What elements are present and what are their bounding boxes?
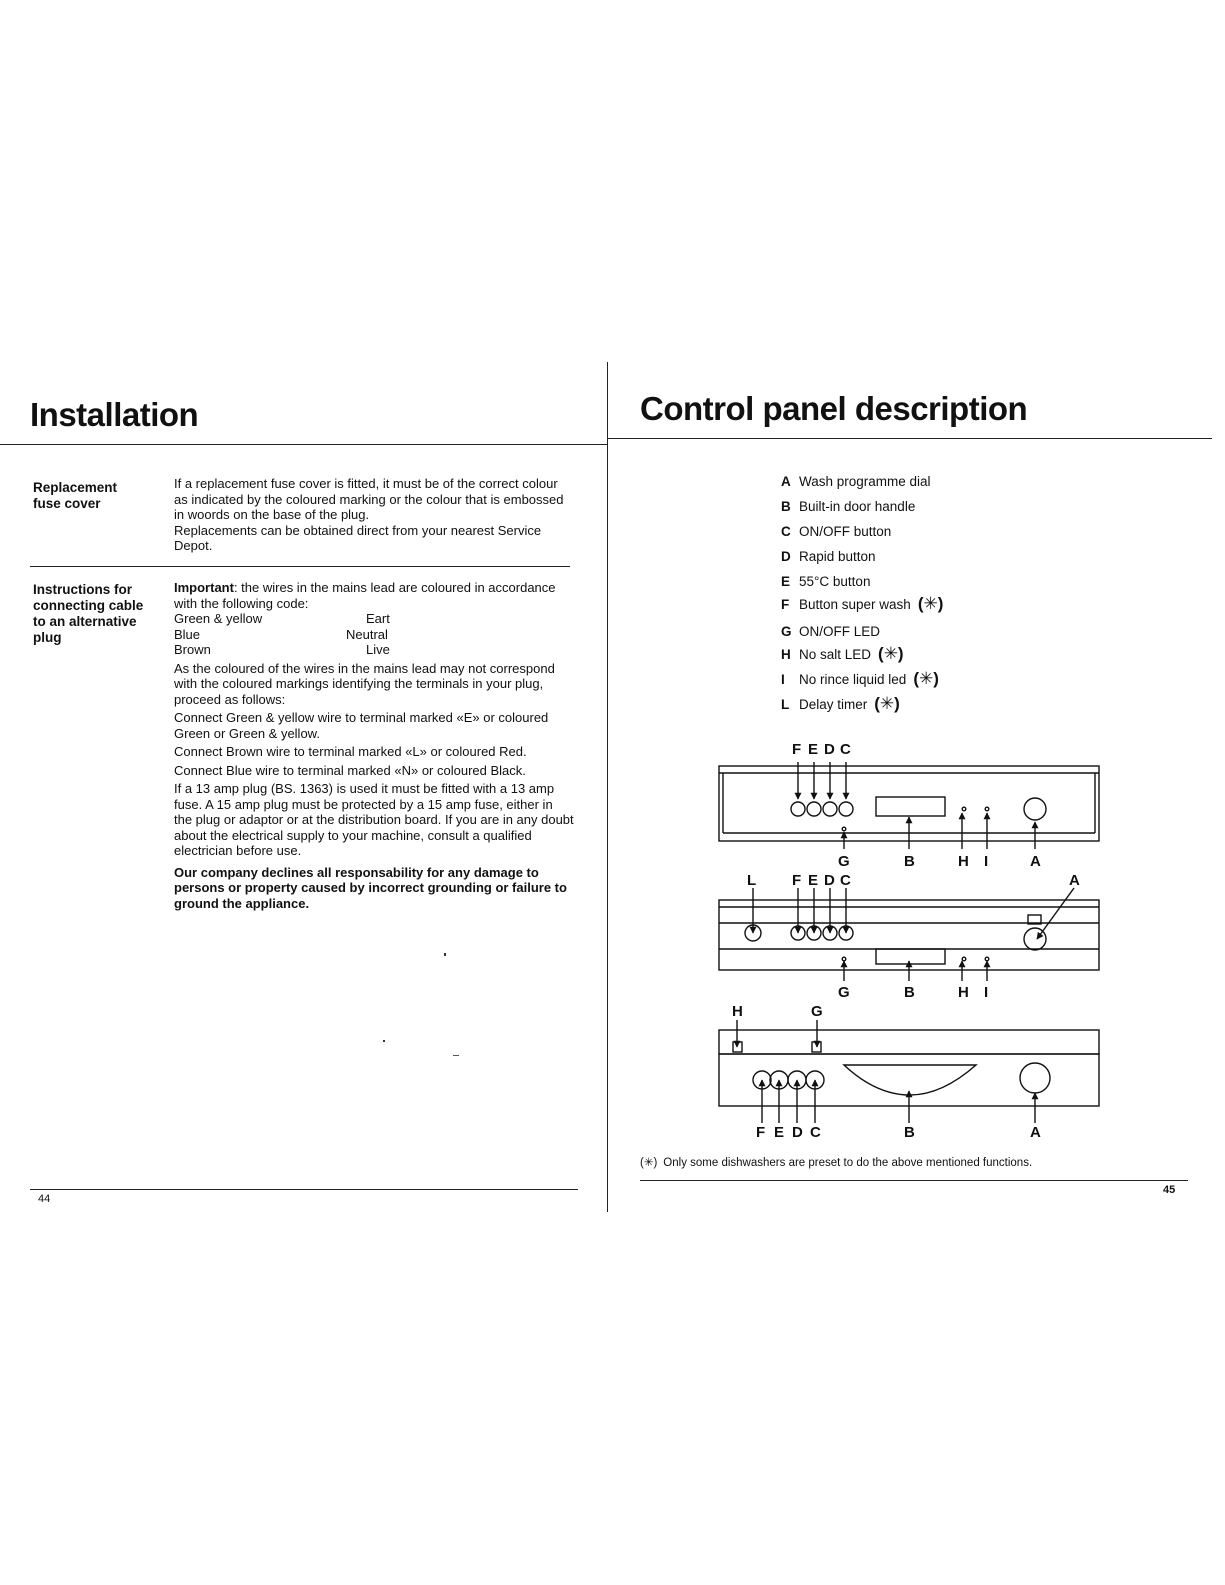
section-text-connecting-cable [174,580,574,911]
section-label-connecting-cable: Instructions for connecting cable to an alternative plug [33,582,144,645]
paragraph: Connect Green & yellow wire to terminal marked «E» or coloured Green or Green & yellow. [174,710,549,741]
section-label-fuse-cover: Replacement fuse cover [33,480,118,511]
wire-colour: Green & yellow [174,611,263,626]
wire-function: Eart [366,611,390,626]
section-text-fuse-cover [174,476,574,554]
warning-paragraph: Our company declines all responsability for any damage to persons or property caused by incorrect grounding or failure to ground the appliance. [174,864,567,911]
right-page-title: Control panel description [640,390,1028,427]
important-label: Important [174,580,234,595]
paragraph: As the coloured of the wires in the mains lead may not correspond with the coloured markings identifying the terminals in your plug, proceed as follows: [174,660,555,707]
left-page-title: Installation [30,396,199,433]
diagram-label: A [1030,1124,1041,1140]
programme-dial-a [1024,798,1046,820]
footnote-mark: (✳) [640,1157,658,1169]
paragraph: If a replacement fuse cover is fitted, it must be of the correct colour as indicated by the coloured marking or the colour that is embossed in woords on the base of the plug. [174,476,564,522]
diagram-label: L [747,872,757,889]
scan-speck [444,953,446,956]
wire-colour: Blue [174,626,201,642]
scan-speck [383,1040,385,1042]
diagram-label: D [792,1124,803,1140]
important-paragraph [174,580,574,611]
wire-row [174,642,574,658]
diagram-label: B [904,853,915,870]
diagram-label: H [958,853,969,870]
button-d [823,802,837,816]
wire-row [174,611,574,627]
control-panel-diagrams [700,735,1120,1140]
paragraph: If a 13 amp plug (BS. 1363) is used it must be fitted with a 13 amp fuse. A 15 amp plug must be protected by a 15 amp fuse, either in the plug or adaptor or at the distribution board. If you are in any doubt about the electrical supply to your machine, consult a qualified electrician before use. [174,781,574,858]
diagram-label: C [810,1124,821,1140]
panel-2-outline [719,900,1099,970]
diagram-label: A [1069,872,1080,889]
page-number-left: 44 [38,1193,51,1205]
diagram-label: D [824,872,835,889]
legend-item: A Wash programme dial [781,474,931,489]
diagram-label: C [840,872,851,889]
diagram-label: G [838,853,850,870]
legend-item: B Built-in door handle [781,499,916,514]
legend-item: C ON/OFF button [781,524,892,539]
handle-recess-b [844,1065,976,1095]
paragraph: Replacements can be obtained direct from your nearest Service Depot. [174,522,542,553]
button-c [839,802,853,816]
legend-item: L Delay timer (✳) [781,694,900,713]
right-footer-rule [640,1180,1188,1181]
wire-colour: Brown [174,642,211,657]
diagram-label: B [904,984,915,1001]
paragraph: Connect Blue wire to terminal marked «N» or coloured Black. [174,762,526,778]
diagram-label: E [808,741,819,758]
wire-function: Live [366,642,390,657]
diagram-label: I [984,853,989,870]
button-f [791,802,805,816]
diagram-label: H [958,984,969,1001]
legend-item: E 55°C button [781,574,871,589]
section-divider [30,566,570,567]
diagram-label: G [838,984,850,1001]
legend-item: H No salt LED (✳) [781,644,904,663]
page-number-right: 45 [1163,1184,1176,1196]
diagram-label: A [1030,853,1041,870]
wire-function: Neutral [346,626,388,642]
left-footer-rule [30,1189,578,1190]
door-handle-b [876,797,945,816]
page-gutter-line [607,362,608,1212]
footnote-text: Only some dishwashers are preset to do the above mentioned functions. [663,1157,1033,1169]
important-text: : the wires in the mains lead are coloured in accordance with the following code: [174,580,556,611]
diagram-label: I [984,984,989,1001]
diagram-label: H [732,1003,743,1020]
diagram-label: C [840,741,851,758]
diagram-label: B [904,1124,915,1140]
diagram-label: E [808,872,819,889]
right-title-rule [608,438,1212,439]
diagram-label: F [792,741,802,758]
diagram-label: F [756,1124,766,1140]
diagram-label: G [811,1003,823,1020]
legend-item: G ON/OFF LED [781,624,881,639]
legend-item: F Button super wash (✳) [781,594,944,613]
button-e [807,802,821,816]
panel-3-top [719,1030,1099,1054]
diagram-label: E [774,1124,785,1140]
legend-item: I No rince liquid led (✳) [781,669,939,688]
diagram-label: F [792,872,802,889]
paragraph: Connect Brown wire to terminal marked «L» or coloured Red. [174,744,527,759]
left-title-rule [0,444,608,445]
scan-speck [453,1055,459,1056]
diagram-label: D [824,741,835,758]
wire-row [174,627,574,643]
legend-item: D Rapid button [781,549,876,564]
footnote [640,1155,1032,1169]
